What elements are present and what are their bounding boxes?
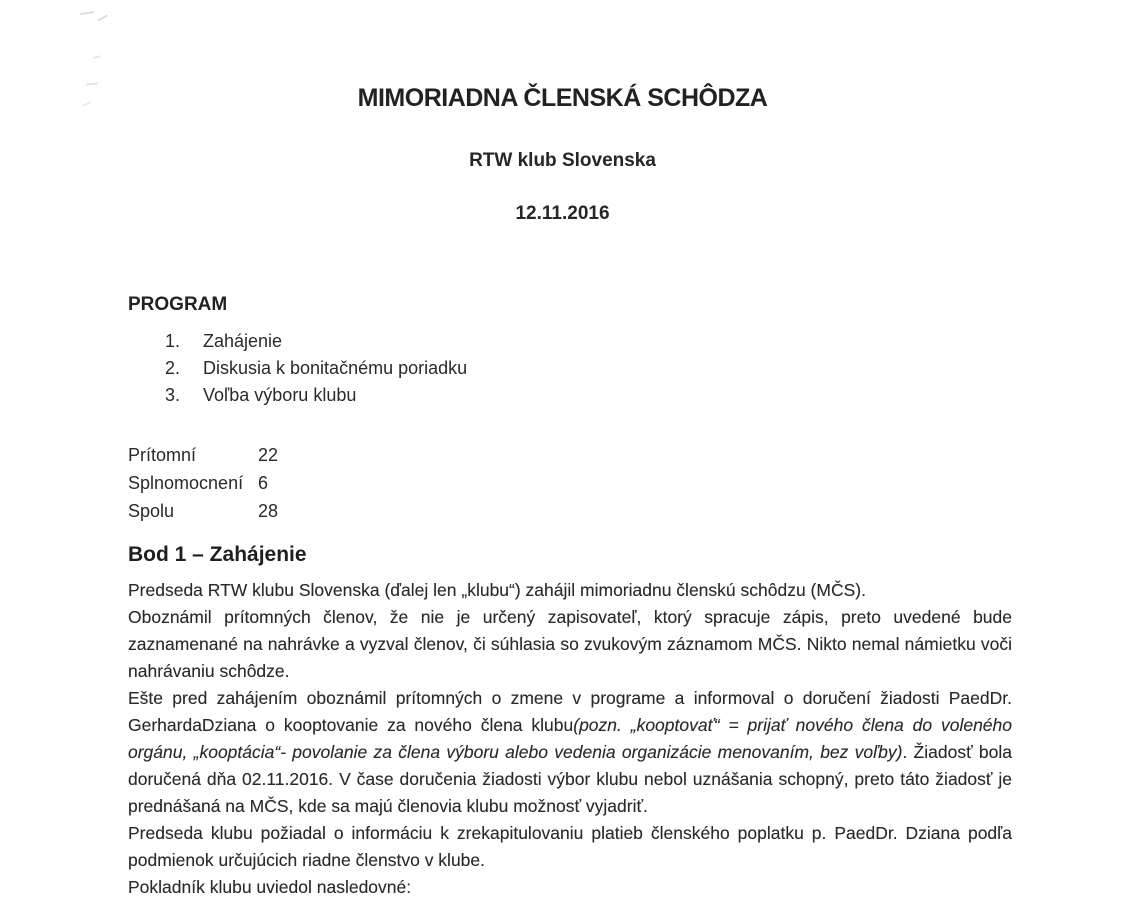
- attendance-value: 22: [258, 445, 279, 465]
- paragraph-text: Predseda klubu požiadal o informáciu k zrekapitulovaniu platieb členského poplatku p. PaedDr. Dziana podľa podmienok určujúcich riadne členstvo v klube.: [128, 823, 1012, 870]
- paragraph-text: Pokladník klubu uviedol nasledovné:: [128, 877, 412, 897]
- program-item-label: Voľba výboru klubu: [203, 385, 357, 405]
- paragraph: [128, 604, 1012, 685]
- attendance-value: 6: [258, 473, 269, 493]
- program-heading: PROGRAM: [128, 294, 228, 315]
- program-item-number: 2.: [165, 358, 181, 378]
- attendance-row: [128, 497, 278, 525]
- paragraph: [128, 874, 1012, 901]
- section-body: [128, 577, 1012, 901]
- program-list: [165, 328, 467, 409]
- program-item-label: Diskusia k bonitačnému poriadku: [203, 358, 468, 378]
- paragraph: [128, 820, 1012, 874]
- section-heading: Bod 1 – Zahájenie: [128, 543, 307, 566]
- paragraph: [128, 685, 1012, 820]
- scan-artifact: [97, 15, 108, 22]
- program-item-number: 1.: [165, 331, 181, 351]
- attendance-label: Spolu: [128, 501, 175, 521]
- document-subtitle: RTW klub Slovenska: [469, 150, 656, 171]
- paragraph: [128, 577, 1012, 604]
- program-item: [165, 328, 467, 355]
- paragraph-text: . Žiadosť bola doručená dňa 02.11.2016. V čase doručenia žiadosti výbor klubu nebol uznášania schopný, preto táto žiadosť je prednášaná na MČS, kde sa majú členovia klubu možnosť vyjadriť.: [128, 742, 1012, 816]
- program-item: [165, 382, 467, 409]
- program-item-number: 3.: [165, 385, 181, 405]
- document-title: MIMORIADNA ČLENSKÁ SCHÔDZA: [357, 84, 768, 112]
- program-item: [165, 355, 467, 382]
- paragraph-text: Ešte pred zahájením oboznámil prítomných o zmene v programe a informoval o doručení žiadosti PaedDr. GerhardaDziana o kooptovanie za nového člena klubu: [128, 688, 1012, 735]
- paragraph-text: Oboznámil prítomných členov, že nie je určený zapisovateľ, ktorý spracuje zápis, preto uvedené bude zaznamenané na nahrávke a vyzval členov, či súhlasia so zvukovým záznamom MČS. Nikto nemal námietku voči nahrávaniu schôdze.: [128, 607, 1012, 681]
- paragraph-text-italic: (pozn. „kooptovať“ = prijať nového člena do voleného orgánu, „kooptácia“- povolanie za člena výboru alebo vedenia organizácie menovaním, bez voľby): [128, 715, 1013, 762]
- attendance-label: Prítomní: [128, 445, 197, 465]
- attendance-row: [128, 469, 278, 497]
- scan-artifact: [80, 11, 94, 15]
- program-item-label: Zahájenie: [203, 331, 283, 351]
- scan-artifact: [93, 55, 101, 59]
- attendance-label: Splnomocnení: [128, 473, 244, 493]
- paragraph-text: Predseda RTW klubu Slovenska (ďalej len „klubu“) zahájil mimoriadnu členskú schôdzu (MČS).: [128, 580, 866, 600]
- attendance-value: 28: [258, 501, 279, 521]
- attendance-block: [128, 441, 278, 525]
- attendance-row: [128, 441, 278, 469]
- document-date: 12.11.2016: [515, 203, 610, 224]
